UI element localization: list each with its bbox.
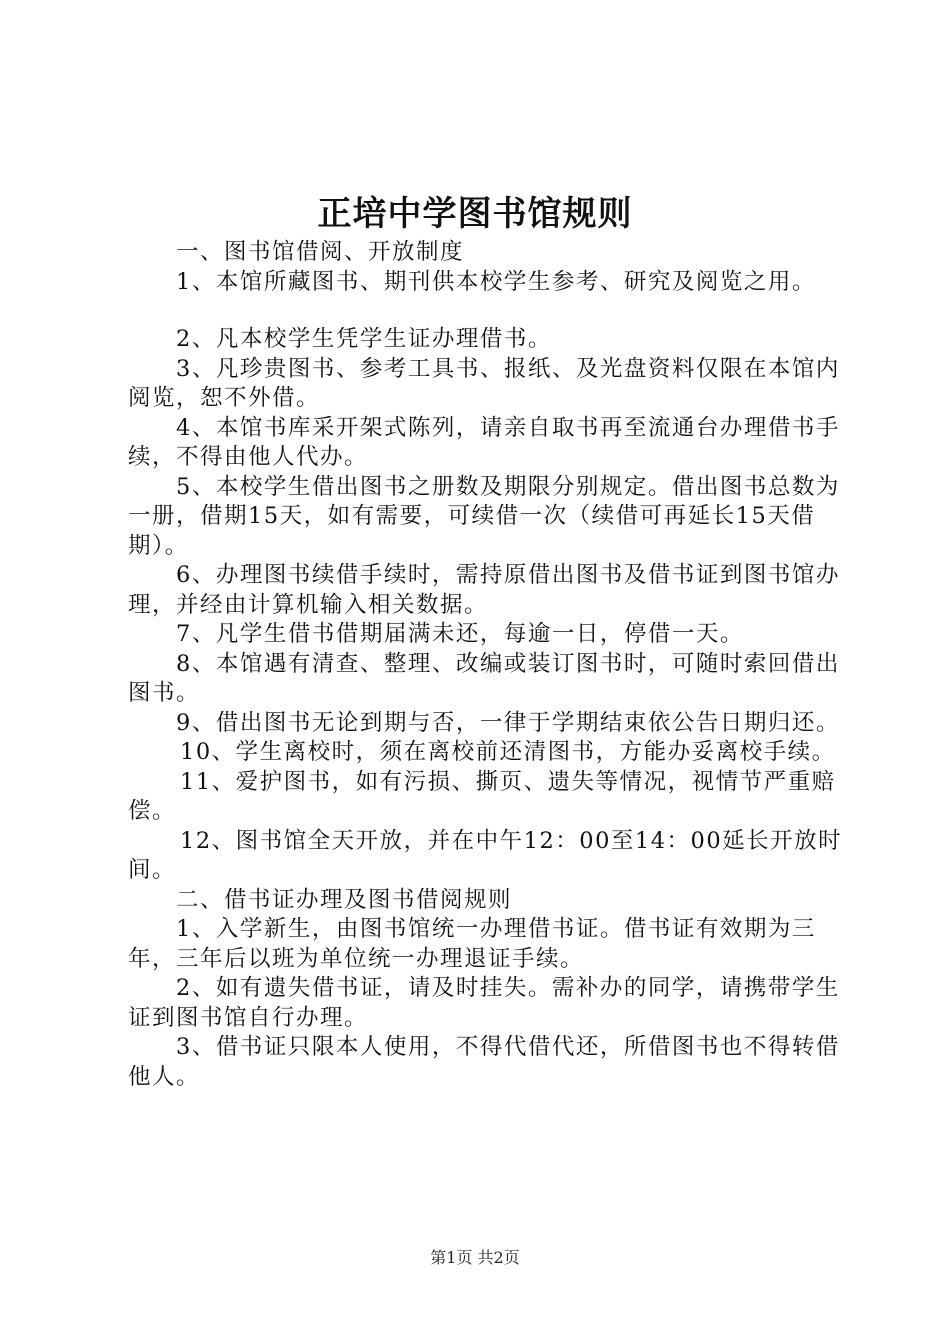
rule-paragraph: 12、图书馆全天开放，并在中午12：00至14：00延长开放时间。 <box>128 827 843 883</box>
page-number-footer: 第1页 共2页 <box>430 1248 520 1267</box>
rule-paragraph: 11、爱护图书，如有污损、撕页、遗失等情况，视情节严重赔偿。 <box>128 768 836 824</box>
rule-paragraph: 9、借出图书无论到期与否，一律于学期结束依公告日期归还。 <box>176 709 840 736</box>
rule-paragraph: 8、本馆遇有清查、整理、改编或装订图书时，可随时索回借出图书。 <box>128 650 840 706</box>
rule-paragraph: 10、学生离校时，须在离校前还清图书，方能办妥离校手续。 <box>180 739 836 765</box>
rule-paragraph: 7、凡学生借书借期届满未还，每逾一日，停借一天。 <box>176 621 744 647</box>
document-title: 正培中学图书馆规则 <box>317 194 633 234</box>
rule-paragraph: 3、凡珍贵图书、参考工具书、报纸、及光盘资料仅限在本馆内阅览，恕不外借。 <box>128 355 840 411</box>
rule-paragraph: 4、本馆书库采开架式陈列，请亲自取书再至流通台办理借书手续，不得由他人代办。 <box>128 414 840 470</box>
section-heading-2: 二、借书证办理及图书借阅规则 <box>176 886 513 913</box>
rule-paragraph: 6、办理图书续借手续时，需持原借出图书及借书证到图书馆办理，并经由计算机输入相关数据。 <box>128 562 840 618</box>
section-heading-1: 一、图书馆借阅、开放制度 <box>176 239 465 265</box>
rule-paragraph: 2、如有遗失借书证，请及时挂失。需补办的同学，请携带学生证到图书馆自行办理。 <box>128 975 840 1031</box>
rule-paragraph: 3、借书证只限本人使用，不得代借代还，所借图书也不得转借他人。 <box>128 1034 840 1090</box>
rule-paragraph: 1、入学新生，由图书馆统一办理借书证。借书证有效期为三年，三年后以班为单位统一办理退证手续。 <box>128 916 816 972</box>
rule-paragraph: 1、本馆所藏图书、期刊供本校学生参考、研究及阅览之用。 <box>176 268 816 295</box>
document-body <box>128 238 848 1092</box>
rule-paragraph: 2、凡本校学生凭学生证办理借书。 <box>176 326 552 352</box>
rule-paragraph: 5、本校学生借出图书之册数及期限分别规定。借出图书总数为一册，借期15天，如有需要，可续借一次（续借可再延长15天借期）。 <box>128 473 840 559</box>
